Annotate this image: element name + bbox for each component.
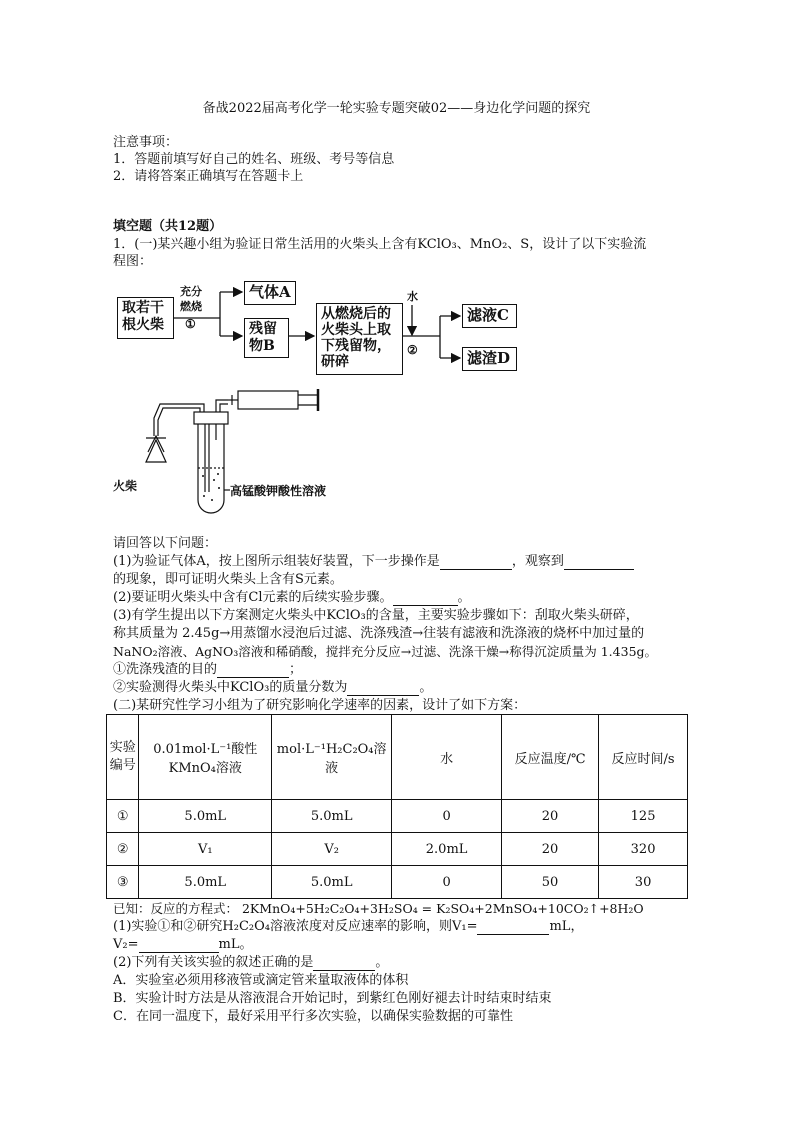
answer-blank[interactable] <box>217 677 289 678</box>
question-line: 的现象，即可证明火柴头上含有S元素。 <box>113 572 343 587</box>
table-cell: 50 <box>501 866 598 899</box>
q1-intro-line: 1．(一)某兴趣小组为验证日常生活用的火柴头上含有KClO₃、MnO₂、S，设计了以下实验流 <box>113 237 647 252</box>
solution-label: 高锰酸钾酸性溶液 <box>230 484 327 498</box>
notice-heading: 注意事项： <box>113 135 179 150</box>
table-row <box>107 800 688 833</box>
experiment-table <box>106 714 688 899</box>
question-line: (1)为验证气体A，按上图所示组装好装置，下一步操作是 ，观察到 <box>113 553 634 570</box>
question-line: V₂= mL。 <box>113 937 253 952</box>
table-cell: 5.0mL <box>272 866 392 899</box>
flow-gas-box: 气体A <box>244 281 296 305</box>
table-cell: ③ <box>107 866 139 899</box>
table-cell: 2.0mL <box>392 833 502 866</box>
table-header: 实验编号 <box>107 715 139 800</box>
page-title: 备战2022届高考化学一轮实验专题突破02——身边化学问题的探究 <box>202 101 591 116</box>
table-header: 反应时间/s <box>599 715 688 800</box>
answer-blank[interactable] <box>393 605 458 606</box>
option-a: A．实验室必须用移液管或滴定管来量取液体的体积 <box>113 973 409 988</box>
option-b: B．实验计时方法是从溶液混合开始记时，到紫红色刚好褪去计时结束时结束 <box>113 991 552 1006</box>
flow-step1-label: 燃烧 <box>180 300 202 313</box>
question-line: (2)要证明火柴头中含有Cl元素的后续实验步骤。 。 <box>113 590 471 605</box>
flow-residue-box: 残留物B <box>244 318 289 358</box>
part2-intro: (二)某研究性学习小组为了研究影响化学速率的因素，设计了如下方案： <box>113 698 527 713</box>
flow-start-box: 取若干根火柴 <box>117 297 174 339</box>
notice-item: 2．请将答案正确填写在答题卡上 <box>113 169 304 184</box>
table-header-row <box>107 715 688 800</box>
answer-blank[interactable] <box>440 569 512 570</box>
flow-water-label: 水 <box>407 290 418 303</box>
flow-filtrate-box: 滤液C <box>462 304 517 328</box>
question-line: (1)实验①和②研究H₂C₂O₄溶液浓度对反应速率的影响，则V₁= mL， <box>113 919 584 934</box>
flow-process-box: 从燃烧后的火柴头上取下残留物，研碎 <box>316 303 403 375</box>
table-cell: ① <box>107 800 139 833</box>
q1-intro-line: 程图： <box>113 254 153 269</box>
question-line: 称其质量为 2.45g→用蒸馏水浸泡后过滤、洗涤残渣→往装有滤液和洗涤液的烧杯中加过量的 <box>113 626 645 641</box>
known-equation: 已知：反应的方程式： 2KMnO₄+5H₂C₂O₄+3H₂SO₄ = K₂SO₄+2MnSO₄+10CO₂↑+8H₂O <box>113 901 644 916</box>
table-row <box>107 833 688 866</box>
flow-filter-residue-box: 滤渣D <box>462 347 517 371</box>
table-row <box>107 866 688 899</box>
answer-blank[interactable] <box>347 695 419 696</box>
question-line: NaNO₂溶液、AgNO₃溶液和稀硝酸，搅拌充分反应→过滤、洗涤干燥→称得沉淀质量为 1.435g。 <box>113 644 658 659</box>
table-header: mol·L⁻¹H₂C₂O₄溶液 <box>272 715 392 800</box>
option-c: C．在同一温度下，最好采用平行多次实验，以确保实验数据的可靠性 <box>113 1009 513 1024</box>
table-cell: 125 <box>599 800 688 833</box>
match-label: 火柴 <box>113 479 138 493</box>
table-cell: 5.0mL <box>139 866 272 899</box>
apparatus-illustration <box>0 0 793 520</box>
question-line: ②实验测得火柴头中KClO₃的质量分数为 。 <box>113 680 433 695</box>
table-cell: 20 <box>501 833 598 866</box>
section-title: 填空题（共12题） <box>113 219 223 234</box>
answer-blank[interactable] <box>477 934 549 935</box>
table-header: 反应温度/℃ <box>501 715 598 800</box>
table-cell: 20 <box>501 800 598 833</box>
table-header: 0.01mol·L⁻¹酸性KMnO₄溶液 <box>139 715 272 800</box>
table-cell: ② <box>107 833 139 866</box>
ask-line: 请回答以下问题： <box>113 536 218 551</box>
answer-blank[interactable] <box>313 970 375 971</box>
question-line: (3)有学生提出以下方案测定火柴头中KClO₃的含量，主要实验步骤如下：刮取火柴头研碎， <box>113 608 639 623</box>
answer-blank[interactable] <box>139 952 219 953</box>
question-line: ①洗涤残渣的目的 ； <box>113 662 303 677</box>
table-cell: 5.0mL <box>139 800 272 833</box>
question-line: (2)下列有关该实验的叙述正确的是 。 <box>113 955 389 970</box>
table-cell: 5.0mL <box>272 800 392 833</box>
table-cell: 0 <box>392 866 502 899</box>
flow-step1-label: 充分 <box>180 285 202 298</box>
table-cell: V₁ <box>139 833 272 866</box>
table-cell: 0 <box>392 800 502 833</box>
notice-item: 1．答题前填写好自己的姓名、班级、考号等信息 <box>113 152 395 167</box>
answer-blank[interactable] <box>564 569 634 570</box>
table-header: 水 <box>392 715 502 800</box>
table-cell: 320 <box>599 833 688 866</box>
table-cell: 30 <box>599 866 688 899</box>
table-cell: V₂ <box>272 833 392 866</box>
flow-step2-number: ② <box>407 343 418 357</box>
flow-step1-number: ① <box>185 317 196 331</box>
